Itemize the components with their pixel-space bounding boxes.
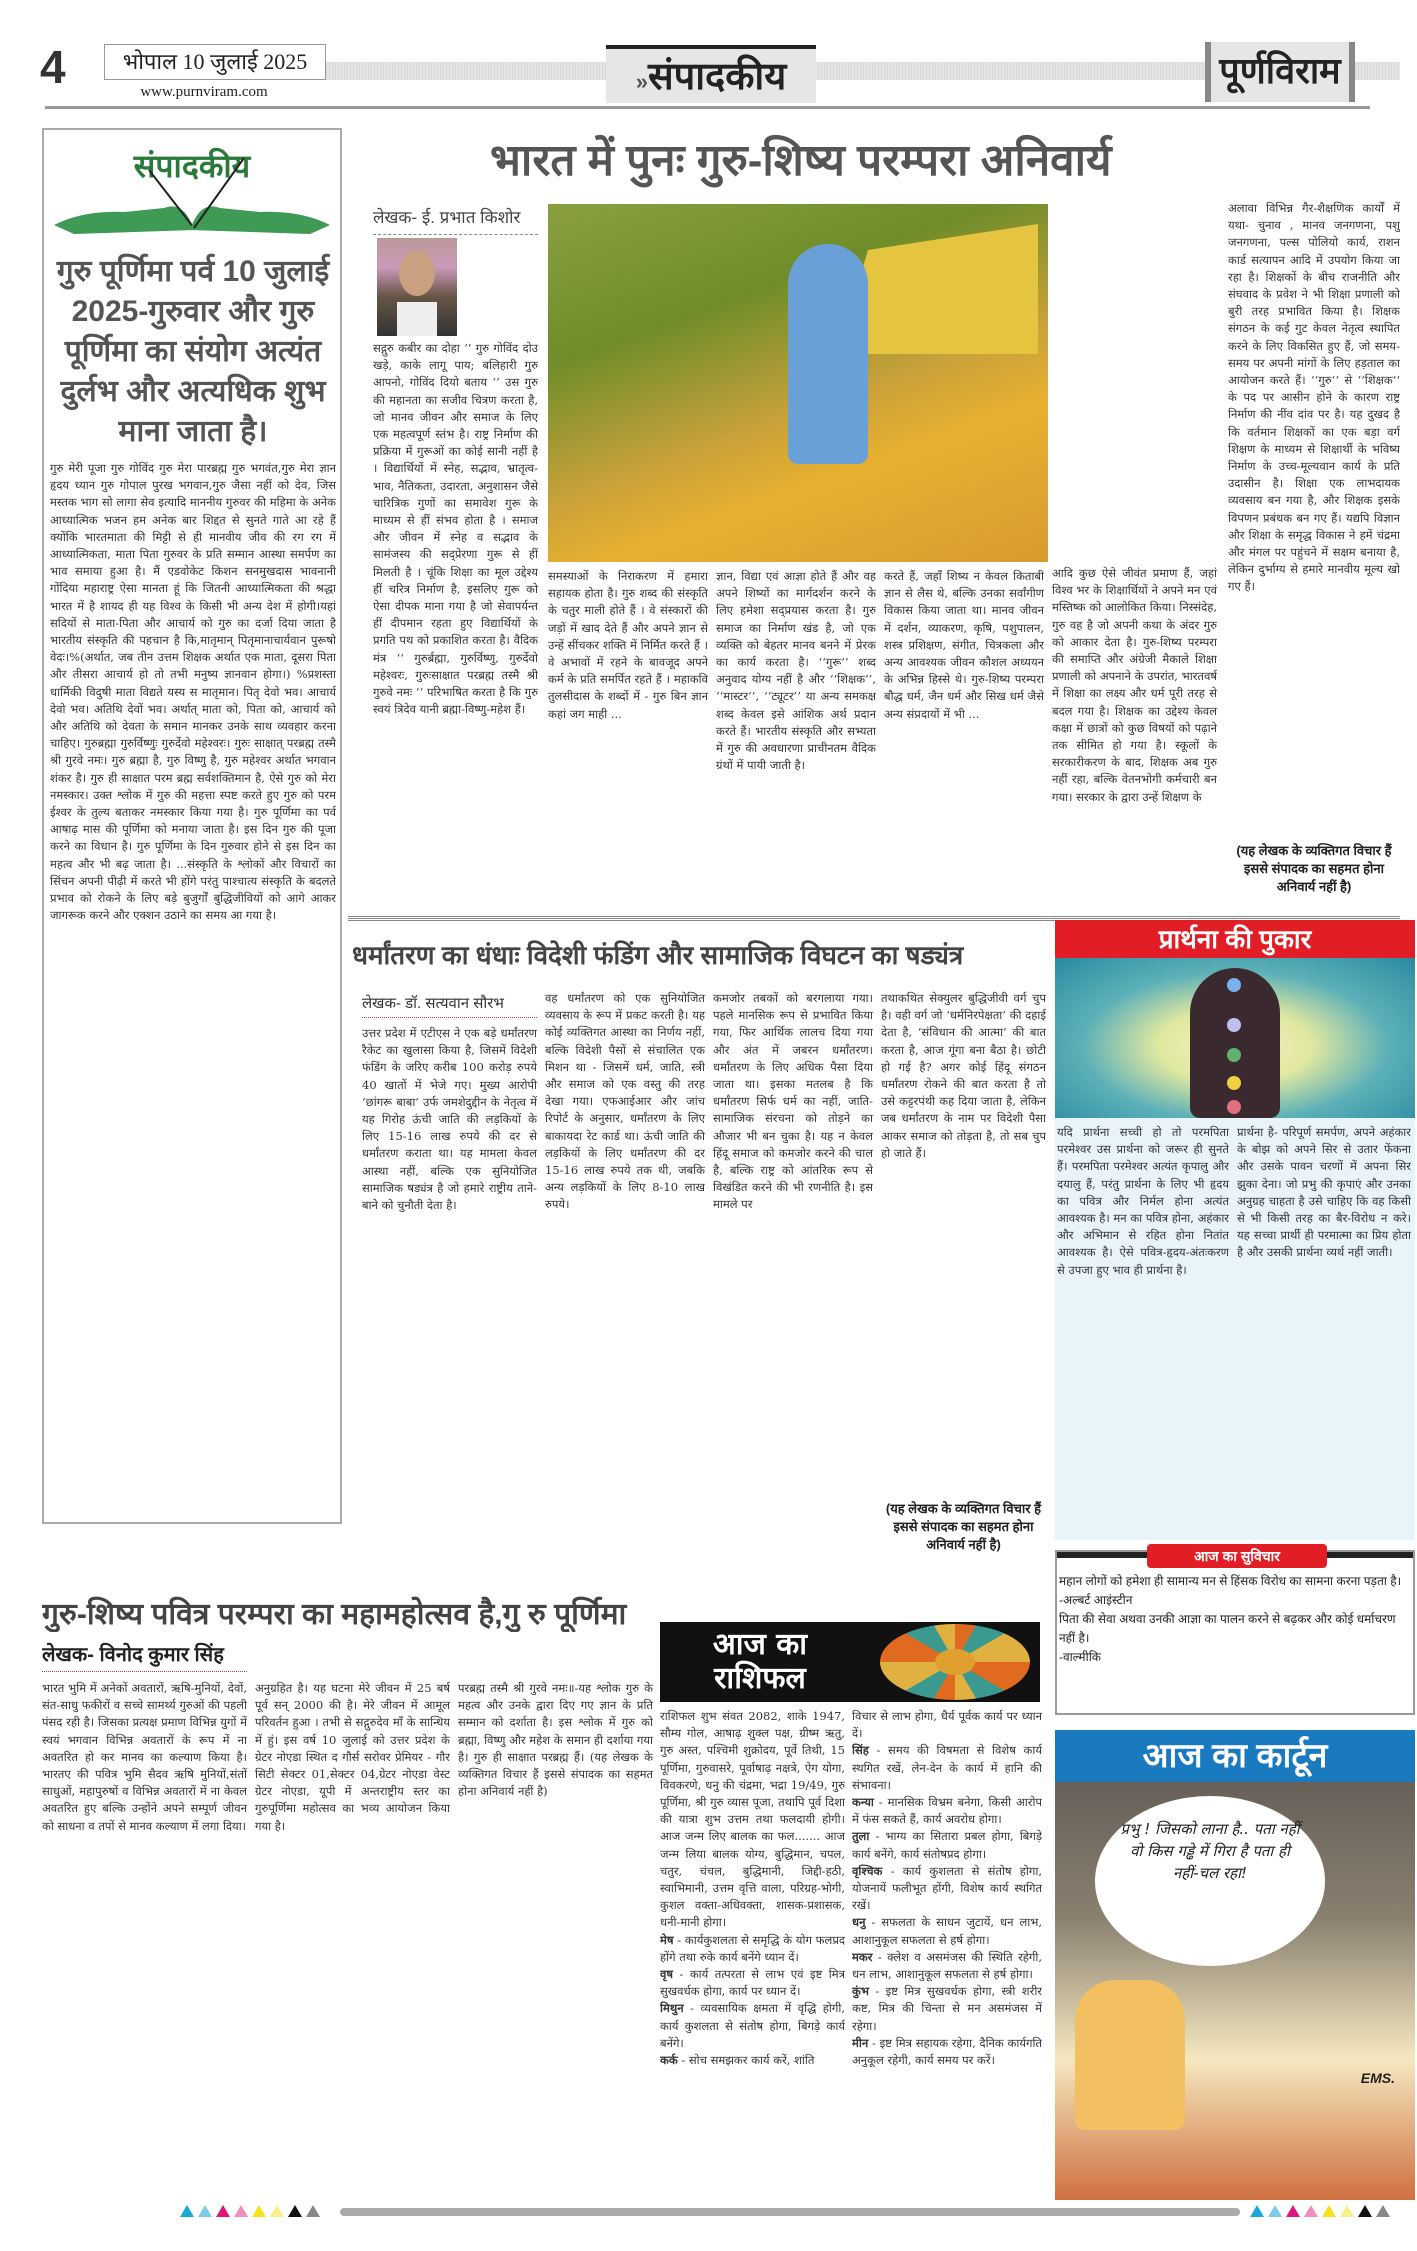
sign-name: वृष xyxy=(660,1967,674,1982)
registration-triangle-icon xyxy=(288,2205,302,2217)
registration-triangle-icon xyxy=(180,2205,194,2217)
article3-headline: गुरु-शिष्य पवित्र परम्परा का महामहोत्सव है,गु रु पूर्णिमा xyxy=(42,1598,627,1631)
sign-text: - भाग्य का सितारा प्रबल होगा, बिगड़े कार्य बनेंगे, कार्य संतोषप्रद होगा। xyxy=(852,1829,1042,1861)
article1-col2: समस्याओं के निराकरण में हमारा सहायक होता है। गुरु शब्द की संस्कृति के चतुर माली होते हैं । वे संस्कारों की जड़ों में खाद देते हैं और अपने ज्ञान से उन्हें सींचकर शक्ति में निर्मित करते हैं । वे अभावों में रहने के बावजूद अपने कर्म के प्रति समर्पित रहते हैं । महाकवि तुलसीदास के शब्दों में - गुरु बिन ज्ञान कहां जग माही ... xyxy=(548,569,708,721)
horoscope-sign xyxy=(852,1742,1042,1794)
article2-col3: कमजोर तबकों को बरगलाया गया। पहले मानसिक रूप से प्रभावित किया गया, फिर आर्थिक लालच दिया गया और अंत में जबरन धर्मांतरण। धर्मांतरण के लिए अधिक पैसा दिया जाता था। इसका मतलब है कि धर्मांतरण सिर्फ धर्म का नहीं, जाति-सामाजिक संरचना को तोड़ने का औजार भी बन चुका है। यह न केवल हिंदू समाज को कमजोर करने की चाल है, बल्कि राष्ट्र को आंतरिक रूप से विखंडित करने की भी रणनीति है। इस मामले पर xyxy=(713,991,873,1212)
chakra-icon xyxy=(1227,978,1241,992)
article2-author: लेखक- डॉ. सत्यवान सौरभ xyxy=(362,993,537,1018)
registration-triangle-icon xyxy=(1250,2205,1264,2217)
chakra-icon xyxy=(1227,1076,1241,1090)
article1-col6: अलावा विभिन्न गैर-शैक्षणिक कार्यों में यथा- चुनाव , मानव जनगणना, पशु जनगणना, पल्स पोलियो कार्य, राशन कार्ड सत्यापन आदि में उपयोग किया जा रहा है। शिक्षकों के बीच राजनीति और संघवाद के प्रवेश ने भी शिक्षा प्रणाली को बुरी तरह प्रभावित किया है। शिक्षक संगठन के कई गुट केवल नेतृत्व स्थापित करने के लिए विकसित हुए हैं, जो समय-समय पर अपनी मांगों के लिए हड़ताल का आयोजन करते हैं। ‘‘गुरु‘‘ से ‘‘शिक्षक‘‘ के पद पर आसीन होने के कारण राष्ट्र निर्माण की नींव दांव पर है। यह दुखद है कि वर्तमान शिक्षकों का एक बड़ा वर्ग शिक्षण के माध्यम से शिक्षार्थी के भविष्य निर्माण के उच्च-मूल्यवान कार्य के प्रति उदासीन है। शिक्षा एक लाभदायक व्यवसाय बन गया है, और शिक्षक इसके विपणन प्रबंधक बन गए हैं। यद्यपि विज्ञान और शिक्षा के समृद्ध विकास ने हमें चंद्रमा और मंगल पर पहुंचने में सक्षम बनाया है, लेकिन दुर्भाग्य से हमारे मानवीय मूल्य खो गए हैं। xyxy=(1228,201,1400,594)
sign-text: - सोच समझकर कार्य करें, शांति xyxy=(681,2053,815,2068)
cartoon-speech-bubble: प्रभु ! जिसको लाना है.. पता नहीं वो किस गड्ढे में गिरा है पता ही नहीं-चल रहा! xyxy=(1095,1796,1325,1966)
sign-text: - व्यवसायिक क्षमता में वृद्धि होगी, कार्य कुशलता से संतोष होगा, बिगड़े कार्य बनेंगे। xyxy=(660,2001,845,2050)
article2-headline: धर्मांतरण का धंधाः विदेशी फंडिंग और सामाजिक विघटन का षड्यंत्र xyxy=(352,940,964,970)
horoscope-title xyxy=(670,1628,850,1696)
hut-icon xyxy=(838,224,1038,354)
section-title xyxy=(606,45,816,103)
sign-text: - कार्य कुशलता से संतोष होगा, योजनायें फलीभूत होंगी, विशेष कार्य स्थगित रखें। xyxy=(852,1863,1042,1913)
article1-col4: करते हैं, जहाँ शिष्य न केवल किताबी ज्ञान से लैस थे, बल्कि उनका सर्वांगीण विकास किया जाता था। मानव जीवन में दर्शन, व्याकरण, कृषि, पशुपालन, शस्त्र प्रशिक्षण, संगीत, चित्रकला और अन्य आवश्यक जीवन कौशल अध्ययन के अभिन्न हिस्से थे। गुरु-शिष्य परम्परा बौद्ध धर्म, जैन धर्म और सिख धर्म जैसे अन्य संप्रदायों में भी ... xyxy=(884,569,1044,721)
sign-text: - इष्ट मित्र सहायक रहेगा, दैनिक कार्यगति अनुकूल रहेगी, कार्य समय पर करें। xyxy=(852,2035,1042,2068)
zodiac-wheel-icon xyxy=(880,1624,1030,1700)
article1-disclaimer: (यह लेखक के व्यक्तिगत विचार हैं इससे संपादक का सहमत होना अनिवार्य नहीं है) xyxy=(1236,843,1392,894)
edition-date: भोपाल 10 जुलाई 2025 xyxy=(104,44,326,80)
sign-text: - समय की विषमता से विशेष कार्य स्थगित रखें, लेन-देन के कार्य में हानि की संभावना। xyxy=(852,1743,1042,1792)
article2-col1: उत्तर प्रदेश में एटीएस ने एक बड़े धर्मांतरण रैकेट का खुलासा किया है, जिसमें विदेशी फंडिंग के जरिए करीब 100 करोड़ रुपये 40 खातों में भेजे गए। मुख्य आरोपी ‘छांगरू बाबा’ उर्फ जमशेदुद्दीन के नेतृत्व में यह गिरोह ऊंची जाति की लड़कियों के लिए 15-16 लाख रुपये की दर से धर्मांतरण कराता था। यह मामला केवल आस्था नहीं, बल्कि एक सुनियोजित सामाजिक षड्यंत्र है जो हमारे राष्ट्रीय ताने-बाने को चुनौती देता है। xyxy=(362,1026,537,1213)
horoscope-sign xyxy=(660,1932,845,1966)
horoscope-sign xyxy=(852,1863,1042,1915)
registration-triangle-icon xyxy=(198,2205,212,2217)
double-chevron-icon: » xyxy=(635,69,648,94)
registration-triangle-icon xyxy=(252,2205,266,2217)
article1-col1: सद्गुरु कबीर का दोहा ‘‘ गुरु गोविंद दोउ खड़े, काके लागू पाय; बलिहारी गुरु आपनो, गोविंद दियो बताय ‘‘ उस गुरु की महानता का सजीव चित्रण करता है, जो मानव जीवन और समाज के लिए एक महत्वपूर्ण स्तंभ है। राष्ट्र निर्माण की प्रक्रिया में गुरूओं का कोई सानी नहीं है । विद्यार्थियों में स्नेह, सद्भाव, भ्रातृत्व-भाव, नैतिकता, उदारता, अनुशासन जैसे चारित्रिक गुणों का समावेश गुरू के माध्यम से हीं संभव होता है । समाज और जीवन में स्नेह व सद्भाव के सामंजस्य की सद्प्रेरणा गुरू से हीं मिलती है । चूंकि शिक्षा का मूल उद्देश्य हीं चरित्र निर्माण है, इसलिए गुरू को ऐसा दीपक माना गया है जो सेवापर्यन्त हीं दीपमान रहता हुए विद्यार्थियों के प्रगति पथ को प्रकाशित करता है। वैदिक मंत्र ‘‘ गुरुर्ब्रह्मा, गुरुर्विष्णु, गुरुर्देवो महेश्वरः, गुरुःसाक्षात परब्रह्म तस्मै श्री गुरुवे नमः ‘‘ परिभाषित करता है कि गुरु स्वयं त्रिदेव यानी ब्रह्मा-विष्णु-महेश हैं। xyxy=(373,341,538,717)
registration-triangle-icon xyxy=(306,2205,320,2217)
horoscope-title-line2: राशिफल xyxy=(714,1661,806,1696)
zodiac-wheel-center xyxy=(935,1649,975,1675)
horoscope-sign xyxy=(660,1966,845,2000)
quote-author: -वाल्मीकि xyxy=(1059,1650,1102,1664)
article2-disclaimer: (यह लेखक के व्यक्तिगत विचार हैं इससे संपादक का सहमत होना अनिवार्य नहीं है) xyxy=(885,1501,1042,1552)
horoscope-sign xyxy=(852,1914,1042,1948)
website-link[interactable]: www.purnviram.com xyxy=(140,84,268,100)
horoscope-intro: राशिफल शुभ संवत 2082, शाके 1947, सौम्य गोल, आषाढ़ शुक्ल पक्ष, ग्रीष्म ऋतु, गुरु अस्त, पश्चिमी शुक्रोदय, पूर्वे तिथी, 15 पूर्णिमा, गुरुवासरे, पूर्वाषाढ़ नक्षत्रे, ऐग योगा, विवकरणे, धनु की चंद्रमा, भद्रा 19/49, गुरु पूर्णिमा, श्री गुरु व्यास पूजा, तथापि पूर्व दिशा की यात्रा शुभ उत्तम तथा फलदायी होगी। आज जन्म लिए बालक का फल....... आज जन्म लिया बालक योग्य, बुद्धिमान, चपल, चतुर, चंचल, बुद्धिमानी, जिद्दी-हठी, स्वाभिमानी, उत्तम वृत्ति वाला, परिग्रह-भोगी, कुशल वक्ता-अधिवक्ता, शासक-प्रशासक, धनी-मानी होगा। xyxy=(660,1709,845,1930)
article3-col2: अनुग्रहित है। यह घटना मेरे जीवन में 25 बर्ष पूर्व सन् 2000 की है। मेरे जीवन में आमूल परिवर्तन हुआ । तभी से सद्गुरुदेव माँ के सान्धिय में हुं। इस वर्ष 10 जुलाई को उत्तर प्रदेश के ग्रेटर नोएडा स्थित द गौर्स सरोवर प्रेमियर - गौर सिटी सेक्टर 01,सेक्टर 04,ग्रेटर नोएडा वेस्ट ग्रेटर नोएडा, यूपी में अन्तराष्ट्रीय स्तर का गुरुपूर्णिमा महोत्सव का भव्य आयोजन किया गया है। xyxy=(255,1681,450,1833)
sign-name: मिथुन xyxy=(660,2001,684,2016)
sign-name: कुंभ xyxy=(852,1984,869,1999)
quote-author: -अल्बर्ट आइंस्टीन xyxy=(1059,1593,1133,1607)
prayer-title: प्रार्थना की पुकार xyxy=(1055,920,1415,958)
sign-name: कन्या xyxy=(852,1795,874,1810)
article2-col4: तथाकथित सेक्युलर बुद्धिजीवी वर्ग चुप है। वही वर्ग जो ‘धर्मनिरपेक्षता’ की दहाई देता है, ‘संविधान की आत्मा’ की बात करता है, आज गूंगा बना बैठा है। छोटी हो गई है? अगर कोई हिंदू संगठन धर्मांतरण रोकने की बात करता है तो उसे कट्टरपंथी कह दिया जाता है, लेकिन जब धर्मांतरण के नाम पर विदेशी पैसा आकर समाज को तोड़ता है, तो सब चुप हो जाते हैं। xyxy=(881,991,1046,1160)
sign-text: - कार्य तत्परता से लाभ एवं इष्ट मित्र सुखवर्धक होगा, कार्य पर ध्यान दें। xyxy=(660,1967,845,1999)
article1-author: लेखक- ई. प्रभात किशोर xyxy=(373,205,538,235)
horoscope-sign xyxy=(660,2052,845,2069)
guru-figure xyxy=(788,244,868,464)
article2-col2: वह धर्मांतरण को एक सुनियोजित व्यवसाय के रूप में प्रकट करती है। यह कोई व्यक्तिगत आस्था का निर्णय नहीं, बल्कि विदेशी पैसों से संचालित एक मिशन था - जिसमें धर्म, जाति, स्त्री और समाज को एक वस्तु की तरह देखा गया। एफआईआर और जांच रिपोर्ट के अनुसार, धर्मांतरण के लिए बाकायदा रेट कार्ड था। ऊंची जाति की लड़कियों के लिए धर्मांतरण की दर 15-16 लाख रुपये तक थी, जबकि अन्य लड़कियों के लिए 8-10 लाख रुपये। xyxy=(545,991,705,1212)
horoscope-sign xyxy=(660,2000,845,2052)
registration-triangle-icon xyxy=(234,2205,248,2217)
sign-text: - इष्ट मित्र सुखवर्धक होगा, स्त्री शरीर कष्ट, मित्र की चिन्ता से मन असमंजस में रहेगा। xyxy=(852,1984,1042,2033)
article1-col3: ज्ञान, विद्या एवं आज्ञा होते हैं और वह अपने शिष्यों का मार्गदर्शन करने के लिए हमेशा सद्प्रयास करता है। गुरु समाज का निर्माण खंड है, जो एक व्यक्ति को बेहतर मानव बनने में प्रेरक का कार्य करता है। ‘‘गुरू’’ शब्द अनुवाद योग्य नहीं है और ‘‘शिक्षक’’, ‘‘मास्टर’’, ‘‘ट्यूटर’’ या अन्य समकक्ष शब्द केवल इसे आंशिक अर्थ प्रदान करते हैं। भारतीय संस्कृति और सभ्यता में गुरु की अवधारणा प्राचीनतम वैदिक ग्रंथों में पायी जाती है। xyxy=(716,569,876,773)
sign-text: - मानसिक विभ्रम बनेगा, किसी आरोप में फंस सकते हैं, कार्य अवरोध होगा। xyxy=(852,1795,1042,1827)
cartoon-character xyxy=(1075,1980,1185,2130)
sign-text: - क्लेश व असमंजस की स्थिति रहेगी, धन लाभ, आशानुकूल सफलता से हर्ष होगा। xyxy=(852,1949,1042,1982)
newspaper-logo: पूर्णविराम xyxy=(1205,42,1355,102)
sign-name: मकर xyxy=(852,1949,873,1964)
quote-text: महान लोगों को हमेशा ही सामान्य मन से हिंसक विरोध का सामना करना पड़ता है। xyxy=(1059,1574,1402,1588)
sign-name: वृश्चिक xyxy=(852,1863,883,1878)
sign-text: - सफलता के साधन जुटायें, धन लाभ, आशानुकूल सफलता से हर्ष होगा। xyxy=(852,1915,1042,1947)
editorial-body: गुरु मेरी पूजा गुरु गोविंद गुरु मेरा पारब्रह्म गुरु भगवंत,गुरु मेरा ज्ञान हृदय ध्यान गुरु गोपाल पुरख भगवान,गुरु जैसा नहीं को देव, जिस मस्तक भाग सो लागा सेव इत्यादि माननीय गुरुवर की महिमा के अनेक आध्यात्मिक भजन हम अनेक बार शिद्दत से सुनते गाते आ रहे हैं क्योंकि भारतमाता की मिट्टी से ही मानवीय जीव की रग रग में आध्यात्मिकता, माता पिता गुरुवर के प्रति सम्मान आस्था समर्पण का भाव समाया हुआ है। मैं एडवोकेट किशन सनमुखदास भावनानी गोंदिया महाराष्ट्र ऐसा मानता हूं कि जितनी आध्यात्मिकता की श्रद्धा भारत में है शायद ही यह विश्व के किसी भी अन्य देश में होगी।यहां सदियों से माता-पिता और आचार्य को गुरु का दर्जा दिया जाता है भारतीय संस्कृति की पहचान है कि,मातृमान् पितृमानाचार्यवान पुरूषो वेदः।%(अर्थात, जब तीन उत्तम शिक्षक अर्थात एक माता, दूसरा पिता और तीसरा आचार्य हो तो तभी मनुष्य ज्ञानवान होगा।) %प्रशस्ता धार्मिकी विदुषी माता विद्यते यस्य स मातृमान। पितृ देवो भव। आचार्य देवो भव। अतिथि देवों भव। अर्थात् माता को, पिता को, आचार्य को और अतिथि को देवता के समान मानकर उनके साथ व्यवहार करना चाहिए। गुरुब्रह्मा गुरुर्विष्णुः गुरुर्देवो महेश्वरः। गुरुः साक्षात् परब्रह्म तस्मै श्री गुरवे नमः। गुरु ब्रह्मा है, गुरु विष्णु है, गुरु महेश्वर अर्थात भगवान शंकर है। गुरु ही साक्षात परम ब्रह्म सर्वशक्तिमान है, ऐसे गुरु को मेरा नमस्कार। उक्त श्लोक में गुरु की महत्ता स्पष्ट करते हुए गुरु को परम ईश्वर के तुल्य बताकर नमस्कार किया गया है। गुरु पूर्णिमा का पर्व आषाढ़ मास की पूर्णिमा को मनाया जाता है। इस दिन गुरु की पूजा करने का विधान है। गुरु पूर्णिमा के दिन गुरुवार होने से इस दिन का महत्व और भी बढ़ जाता है। ...संस्कृति के श्लोकों और विचारों का सिंचन अपनी पीढ़ी में करते भी होंगे परंतु पाश्चात्य संस्कृति के बदलते प्रभाव को रोकने के लिए बड़े बुजुर्गों बुद्धिजीवियों को आगे आकर जागरूक करने और एक्शन उठाने का समय आ गया है। xyxy=(50,461,336,923)
masthead xyxy=(0,0,1417,110)
editorial-logo xyxy=(44,130,340,250)
prayer-box xyxy=(1055,920,1415,1540)
prayer-col2: प्रार्थना है- परिपूर्ण समर्पण, अपने अहंकार के बोझ को अपने सिर से उतार फेंकना और उसके पावन चरणों में अपना सिर झुका देना। जो प्रभु की कृपाएं और उनका अनुग्रह चाहता है उसे चाहिए कि वह किसी से भी किसी तरह का बैर-विरोध न करे। यह सच्चा प्रार्थी ही परमात्मा का प्रिय होता है और उसकी प्रार्थना व्यर्थ नहीं जाती। xyxy=(1237,1125,1411,1260)
cartoon-title: आज का कार्टून xyxy=(1055,1730,1415,1782)
thought-box xyxy=(1055,1550,1415,1715)
page-number: 4 xyxy=(40,41,66,93)
author-face xyxy=(399,250,435,296)
section-label: संपादकीय xyxy=(647,56,787,98)
horoscope-banner xyxy=(660,1622,1040,1702)
horoscope-lead: विचार से लाभ होगा, धैर्य पूर्वक कार्य पर ध्यान दें। xyxy=(852,1709,1042,1741)
horoscope-sign xyxy=(852,1794,1042,1828)
registration-triangle-icon xyxy=(270,2205,284,2217)
thought-title: आज का सुविचार xyxy=(1147,1544,1327,1568)
horoscope-col2 xyxy=(852,1708,1042,2203)
writing-hands-icon xyxy=(44,130,340,250)
chakra-icon xyxy=(1227,1018,1241,1032)
chakra-icon xyxy=(1227,1100,1241,1114)
registration-triangle-icon xyxy=(1358,2205,1372,2217)
sign-name: मीन xyxy=(852,2035,869,2050)
horoscope-sign xyxy=(852,1949,1042,1983)
registration-triangle-icon xyxy=(1322,2205,1336,2217)
editorial-headline: गुरु पूर्णिमा पर्व 10 जुलाई 2025-गुरुवार और गुरु पूर्णिमा का संयोग अत्यंत दुर्लभ और अत्यधिक शुभ माना जाता है। xyxy=(56,255,330,448)
masthead-rule xyxy=(45,106,1370,109)
author-photo xyxy=(377,238,457,336)
horoscope-sign xyxy=(852,1828,1042,1862)
sign-name: धनु xyxy=(852,1915,866,1930)
article3-col1: भारत भुमि में अनेकों अवतारों, ऋषि-मुनियों, देवों, संत-साधु फकीरों व सच्चे सामर्थ्य गुरुओं की पहली पंसद रही है। जिसका प्रत्यक्ष प्रमाण विभिन्न युगों में स्वयं भगवान विभिन्न अवतारों के रूप में ना अवतरित हो कर मानव का कल्याण किया है। भारतए की पवित्र भुमि सैदव ऋषि मुनियों,संतों साधुओं, महापुरुषों व विभिन्न अवतारों में ना केवल अवतरित हुए बल्कि उन्होंने अपने सम्पूर्ण जीवन को साधना व तपों से मानव कल्याण में लगा दिया। xyxy=(42,1681,247,1833)
article1-col5: आदि कुछ ऐसे जीवंत प्रमाण हैं, जहां विश्व भर के शिक्षार्थियों ने अपने मन एवं मस्तिष्क को आलोकित किया। निस्संदेह, गुरु वह है जो अपनी कथा के अंदर गुरु को आकार देता है। गुरु-शिष्य परम्परा की समाप्ति और अंग्रेजी मैकाले शिक्षा प्रणाली को अपनाने के उपरांत, भारतवर्ष में शिक्षा का लक्ष्य और धर्म पूरी तरह से बदल गया है। शिक्षक का उद्देश्य केवल कक्षा में छात्रों को कुछ विषयों को पढ़ाने तक सीमित हो गया है। स्कूलों के सरकारीकरण के बाद, शिक्षक अब गुरु नहीं रहा, बल्कि वेतनभोगी कर्मचारी बन गया। सरकार के द्वारा उन्हें शिक्षण के xyxy=(1052,566,1217,804)
guru-shishya-illustration xyxy=(548,204,1048,562)
cartoon-signature: EMS. xyxy=(1360,2070,1395,2086)
sign-name: तुला xyxy=(852,1829,870,1844)
registration-triangle-icon xyxy=(1340,2205,1354,2217)
article1-headline: भारत में पुनः गुरु-शिष्य परम्परा अनिवार्य xyxy=(490,136,1112,185)
registration-triangle-icon xyxy=(1286,2205,1300,2217)
meditation-image xyxy=(1055,958,1415,1118)
article3-author: लेखक- विनोद कुमार सिंह xyxy=(42,1640,247,1672)
registration-triangle-icon xyxy=(1376,2205,1390,2217)
editorial-box xyxy=(42,128,342,1524)
horoscope-title-line1: आज का xyxy=(712,1627,808,1662)
article3-col3: परब्रह्म तस्मै श्री गुरवे नमः॥-यह श्लोक गुरु के महत्व और उनके द्वारा दिए गए ज्ञान के प्रति सम्मान को दर्शाता है। इस श्लोक में गुरु को ब्रह्मा, विष्णु और महेश के समान ही दर्शाया गया है। गुरु ही साक्षात परब्रह्म हैं। (यह लेखक के व्यक्तिगत विचार हैं इससे संपादक का सहमत होना अनिवार्य नहीं है) xyxy=(458,1681,653,1799)
sign-name: मेष xyxy=(660,1932,674,1947)
prayer-col1: यदि प्रार्थना सच्ची हो तो परमपिता परमेश्वर उस प्रार्थना को जरूर ही सुनते हैं। परमपिता परमेश्वर अत्यंत कृपालु और दयालु हैं, परंतु प्रार्थना के लिए भी हृदय का पवित्र और निर्मल होना अत्यंत आवश्यक है। मन का पवित्र होना, अहंकार और अभिमान से रहित होना नितांत आवश्यक है। ऐसे पवित्र-हृदय-अंतःकरण से उपजा हुए भाव ही प्रार्थना है। xyxy=(1057,1125,1229,1277)
sign-name: सिंह xyxy=(852,1743,869,1758)
registration-triangle-icon xyxy=(216,2205,230,2217)
sign-text: - कार्यकुशलता से समृद्धि के योग फलप्रद होंगे तथा रुके कार्य बनेंगे ध्यान दें। xyxy=(660,1932,845,1964)
author-shirt xyxy=(397,302,437,336)
horoscope-sign xyxy=(852,1983,1042,2035)
footer-bar xyxy=(340,2208,1240,2216)
quote-text: पिता की सेवा अथवा उनकी आज्ञा का पालन करने से बढ़कर और कोई धर्माचरण नहीं है। xyxy=(1059,1612,1396,1645)
cartoon-box xyxy=(1055,1730,1415,2200)
horoscope-sign xyxy=(852,2035,1042,2069)
editorial-logo-word: संपादकीय xyxy=(133,148,251,184)
registration-triangle-icon xyxy=(1268,2205,1282,2217)
sign-name: कर्क xyxy=(660,2053,678,2068)
registration-triangle-icon xyxy=(1304,2205,1318,2217)
horoscope-col1 xyxy=(660,1708,845,2203)
chakra-icon xyxy=(1227,1048,1241,1062)
